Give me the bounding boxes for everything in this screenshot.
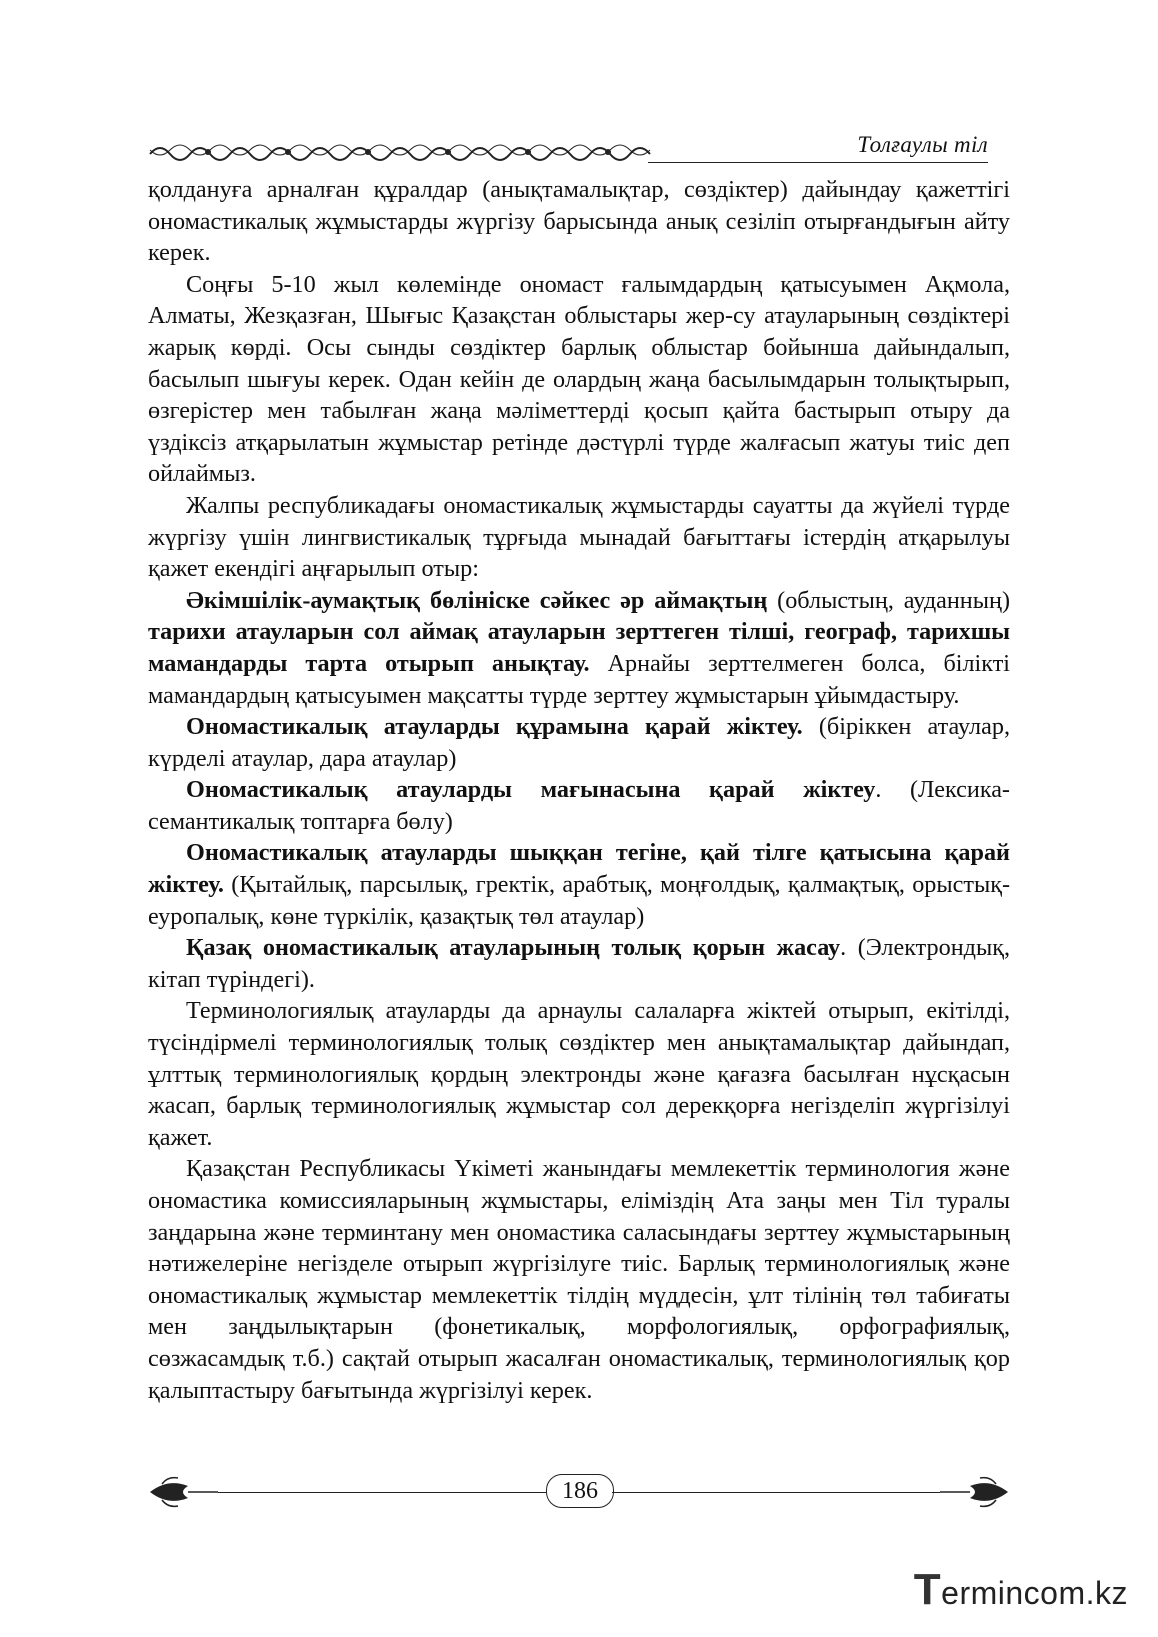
paragraph	[148, 490, 1010, 585]
text-run: Терминологиялық атауларды да арнаулы салаларға жіктей отырып, екітілді, түсіндірмелі терминологиялық толық сөздіктер мен анықтамалықтар дайындап, ұлттық терминологиялық қордың электронды және қағазға басылған нұсқасын жасап, барлық терминологиялық жұмыстар сол дерекқорға негізделіп жүргізілуі қажет.	[148, 997, 1010, 1151]
paragraph	[148, 774, 1010, 837]
text-run: (облыстың, ауданның)	[767, 586, 1010, 614]
text-run: Арнайы зерттелмеген болса, білікті мамандардың қатысуымен мақсатты түрде зерттеу жұмыстарын ұйымдастыру.	[148, 649, 1010, 709]
paragraph	[148, 995, 1010, 1153]
header-ornament	[148, 138, 668, 166]
paragraph	[148, 932, 1010, 995]
paragraph	[148, 269, 1010, 490]
bold-run: Әкімшілік-аумақтық бөлініске сәйкес әр аймақтың	[186, 586, 768, 614]
watermark-logo: Termincom.kz	[913, 1565, 1128, 1614]
header-rule	[648, 162, 988, 163]
text-run: (біріккен атаулар, күрделі атаулар, дара атаулар)	[148, 713, 1010, 772]
paragraph	[148, 585, 1010, 711]
page-number: 186	[546, 1474, 614, 1508]
left-leaf-ornament	[148, 1474, 218, 1510]
body-text	[148, 174, 1010, 1406]
paragraph	[148, 1153, 1010, 1406]
text-run: Соңғы 5-10 жыл көлемінде ономаст ғалымдардың қатысуымен Ақмола, Алматы, Жезқазған, Шығыс Қазақстан облыстары жер-су атауларының сөздіктері жарық көрді. Осы сынды сөздіктер барлық облыстар бойынша дайындалып, басылып шығуы керек. Одан кейін де олардың жаңа басылымдарын толықтырып, өзгерістер мен табылған жаңа мәліметтерді қосып қайта бастырып отыру да үздіксіз атқарылатын жұмыстар ретінде дәстүрлі түрде жалғасып жатуы тиіс деп ойлаймыз.	[148, 270, 1010, 488]
text-run: . (Электрондық, кітап түріндегі).	[148, 934, 1010, 993]
paragraph	[148, 711, 1010, 774]
bold-run: Ономастикалық атауларды мағынасына қарай жіктеу	[186, 776, 876, 804]
footer-rule-right	[612, 1492, 940, 1493]
text-run: . (Лексика-семантикалық топтарға бөлу)	[148, 776, 1010, 835]
running-header-title: Толғаулы тіл	[857, 132, 988, 157]
text-run: Қазақстан Республикасы Үкіметі жанындағы мемлекеттік терминология және ономастика комиссияларының жұмыстары, еліміздің Ата заңы мен Тіл туралы заңдарына және терминтану мен ономастика саласындағы зерттеу жұмыстарының нәтижелеріне негізделе отырып жүргізілуге тиіс. Барлық терминологиялық және ономастикалық жұмыстар мемлекеттік тілдің мүддесін, ұлт тілінің төл табиғаты мен заңдылықтарын (фонетикалық, морфологиялық, орфографиялық, сөзжасамдық т.б.) сақтай отырып жасалған ономастикалық, терминологиялық қор қалыптастыру бағытында жүргізілуі керек.	[148, 1155, 1010, 1404]
text-run: Жалпы республикадағы ономастикалық жұмыстарды сауатты да жүйелі түрде жүргізу үшін лингвистикалық тұрғыда мынадай бағыттағы істердің атқарылуы қажет екендігі аңғарылып отыр:	[148, 491, 1010, 583]
text-run: қолдануға арналған құралдар (анықтамалықтар, сөздіктер) дайындау қажеттігі ономастикалық жұмыстарды жүргізу барысында анық сезіліп отырғандығын айту керек.	[148, 176, 1010, 267]
bold-run: Ономастикалық атауларды құрамына қарай жіктеу.	[186, 713, 803, 741]
page-footer	[148, 1474, 1010, 1510]
right-leaf-ornament	[940, 1474, 1010, 1510]
paragraph	[148, 837, 1010, 932]
paragraph	[148, 174, 1010, 269]
bold-run: Ономастикалық атауларды шыққан тегіне, қай тілге қатысына қарай жіктеу.	[148, 839, 1010, 899]
bold-run: тарихи атауларын сол аймақ атауларын зерттеген тілші, географ, тарихшы мамандарды тарта отырып анықтау.	[148, 618, 1010, 677]
text-run: (Қытайлық, парсылық, гректік, арабтық, моңғолдық, қалмақтық, орыстық-еуропалық, көне түркілік, қазақтық төл атаулар)	[148, 871, 1010, 930]
bold-run: Қазақ ономастикалық атауларының толық қорын жасау	[186, 934, 841, 962]
footer-rule-left	[218, 1492, 546, 1493]
